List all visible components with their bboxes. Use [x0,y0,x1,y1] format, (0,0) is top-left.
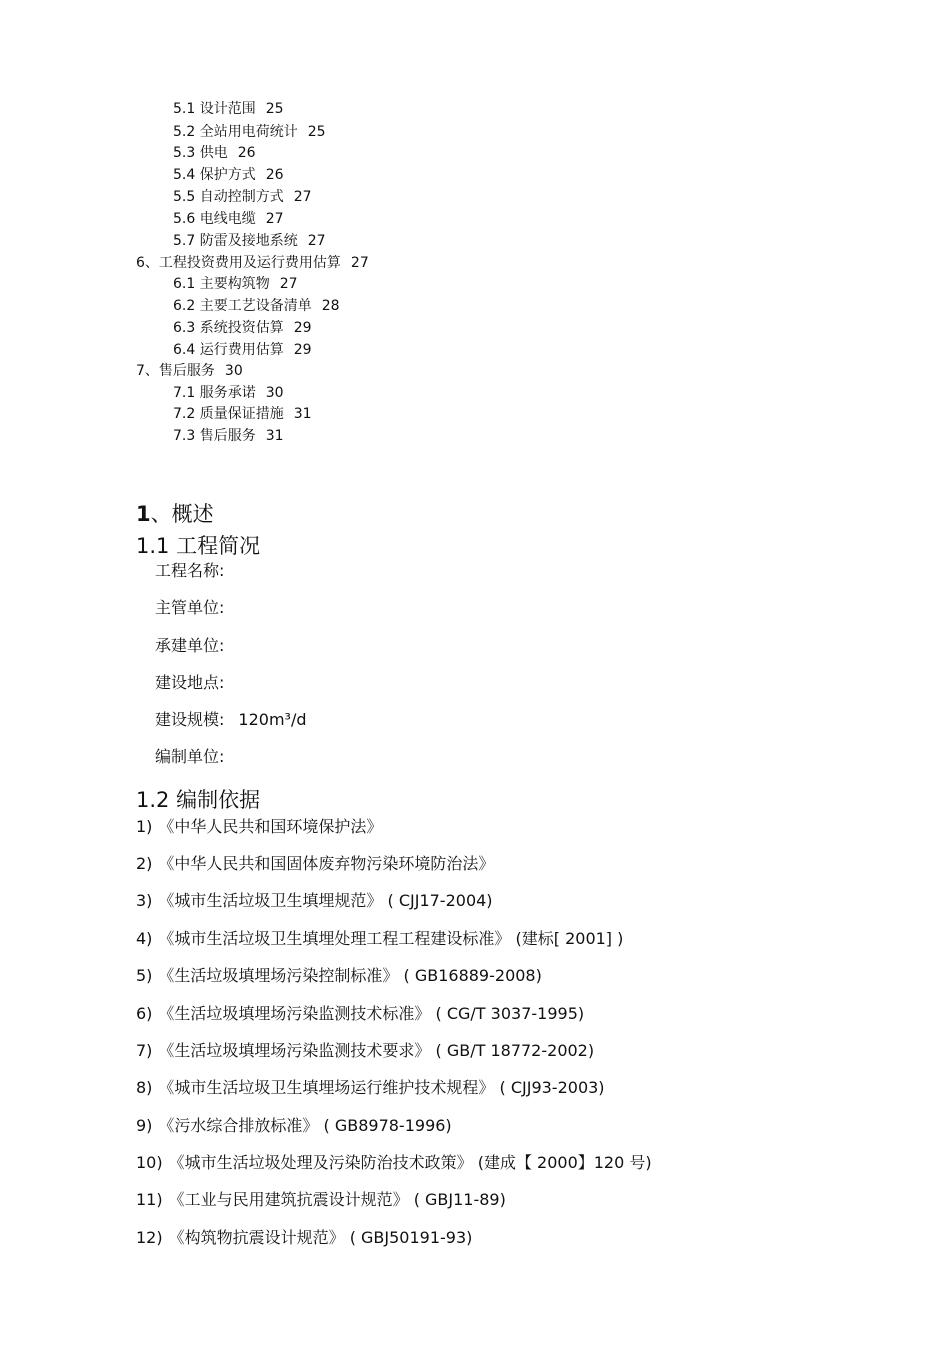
toc-entry-label: 5.2 全站用电荷统计 [173,124,298,140]
project-field-label: 建设规模: [155,710,225,729]
toc-entry-label: 7.1 服务承诺 [173,385,256,401]
basis-item [136,1227,472,1249]
basis-item [136,1115,452,1137]
basis-item [136,853,494,875]
toc-entry[interactable] [173,123,326,141]
basis-item [136,1152,652,1174]
project-field-value: 120m³/d [238,710,307,729]
toc-entry[interactable] [173,384,284,402]
toc-entry-page: 26 [237,145,256,161]
project-field [155,746,238,768]
toc-entry-page: 27 [293,189,312,205]
toc-entry[interactable] [173,210,284,228]
basis-item-text: 《构筑物抗震设计规范》 ( GBJ50191-93) [168,1228,473,1247]
toc-entry-label: 5.7 防雷及接地系统 [173,233,298,249]
project-field-label: 工程名称: [155,561,225,580]
toc-entry-page: 27 [350,255,369,271]
toc-entry-label: 5.3 供电 [173,145,228,161]
toc-entry[interactable] [173,275,298,293]
basis-item [136,965,542,987]
toc-entry[interactable] [136,254,369,272]
basis-item-text: 《工业与民用建筑抗震设计规范》 ( GBJ11-89) [168,1190,506,1209]
toc-entry-label: 5.5 自动控制方式 [173,189,284,205]
toc-entry[interactable] [173,297,340,315]
toc-entry[interactable] [173,188,312,206]
basis-item-index: 5) [136,966,153,985]
toc-entry-page: 26 [265,167,284,183]
toc-entry-page: 31 [265,428,284,444]
basis-item-text: 《中华人民共和国环境保护法》 [158,817,383,836]
section-1-number: 1 [136,502,151,526]
toc-entry[interactable] [173,319,312,337]
basis-item [136,1189,506,1211]
project-field [155,560,238,582]
toc-entry-label: 5.4 保护方式 [173,167,256,183]
project-field [155,597,238,619]
toc-entry-label: 6.2 主要工艺设备清单 [173,298,312,314]
basis-item-text: 《生活垃圾填埋场污染监测技术标准》 ( CG/T 3037-1995) [158,1004,585,1023]
toc-entry-label: 7.2 质量保证措施 [173,406,284,422]
basis-item-index: 10) [136,1153,163,1172]
basis-item-index: 1) [136,817,153,836]
basis-item-index: 6) [136,1004,153,1023]
section-1-2-heading: 1.2 编制依据 [136,788,261,812]
toc-entry[interactable] [173,232,326,250]
toc-entry-label: 5.6 电线电缆 [173,211,256,227]
basis-item [136,816,382,838]
toc-entry-label: 6.4 运行费用估算 [173,342,284,358]
toc-entry-page: 27 [265,211,284,227]
project-field-label: 建设地点: [155,673,225,692]
basis-item-index: 9) [136,1116,153,1135]
toc-entry[interactable] [173,341,312,359]
basis-item [136,928,623,950]
section-1-heading [136,501,214,527]
project-field-label: 承建单位: [155,636,225,655]
toc-entry-page: 29 [293,320,312,336]
toc-entry-label: 7、售后服务 [136,363,215,379]
basis-item-text: 《城市生活垃圾卫生填埋场运行维护技术规程》 ( CJJ93-2003) [158,1078,605,1097]
basis-item-text: 《城市生活垃圾处理及污染防治技术政策》 (建成【 2000】120 号) [168,1153,652,1172]
basis-item [136,890,493,912]
toc-entry[interactable] [173,144,256,162]
toc-entry-page: 25 [265,101,284,117]
toc-entry-page: 27 [307,233,326,249]
toc-entry-page: 27 [279,276,298,292]
toc-entry-page: 30 [224,363,243,379]
toc-entry[interactable] [136,362,243,380]
basis-item-index: 2) [136,854,153,873]
toc-entry[interactable] [173,100,284,118]
basis-item [136,1003,584,1025]
section-1-title: 、概述 [150,502,214,526]
project-field [155,709,307,731]
toc-entry-page: 28 [321,298,340,314]
toc-entry-page: 30 [265,385,284,401]
basis-item-index: 3) [136,891,153,910]
toc-entry-page: 31 [293,406,312,422]
toc-entry[interactable] [173,405,312,423]
basis-item-index: 11) [136,1190,163,1209]
project-field [155,635,238,657]
basis-item-text: 《污水综合排放标准》 ( GB8978-1996) [158,1116,452,1135]
basis-item-text: 《生活垃圾填埋场污染控制标准》 ( GB16889-2008) [158,966,542,985]
section-1-1-heading: 1.1 工程简况 [136,534,261,558]
toc-entry-label: 6.3 系统投资估算 [173,320,284,336]
toc-entry-label: 5.1 设计范围 [173,101,256,117]
toc-entry-label: 7.3 售后服务 [173,428,256,444]
toc-entry-page: 29 [293,342,312,358]
basis-item-text: 《城市生活垃圾卫生填埋处理工程工程建设标准》 (建标[ 2001] ) [158,929,624,948]
basis-item-index: 4) [136,929,153,948]
project-field-label: 主管单位: [155,598,225,617]
project-field [155,672,238,694]
toc-entry[interactable] [173,427,284,445]
toc-entry[interactable] [173,166,284,184]
toc-entry-label: 6、工程投资费用及运行费用估算 [136,255,341,271]
toc-entry-label: 6.1 主要构筑物 [173,276,270,292]
basis-item [136,1077,605,1099]
basis-item-text: 《中华人民共和国固体废弃物污染环境防治法》 [158,854,495,873]
basis-item-index: 12) [136,1228,163,1247]
basis-item-index: 8) [136,1078,153,1097]
basis-item-index: 7) [136,1041,153,1060]
toc-entry-page: 25 [307,124,326,140]
project-field-label: 编制单位: [155,747,225,766]
basis-item-text: 《城市生活垃圾卫生填埋规范》 ( CJJ17-2004) [158,891,493,910]
basis-item [136,1040,594,1062]
basis-item-text: 《生活垃圾填埋场污染监测技术要求》 ( GB/T 18772-2002) [158,1041,595,1060]
